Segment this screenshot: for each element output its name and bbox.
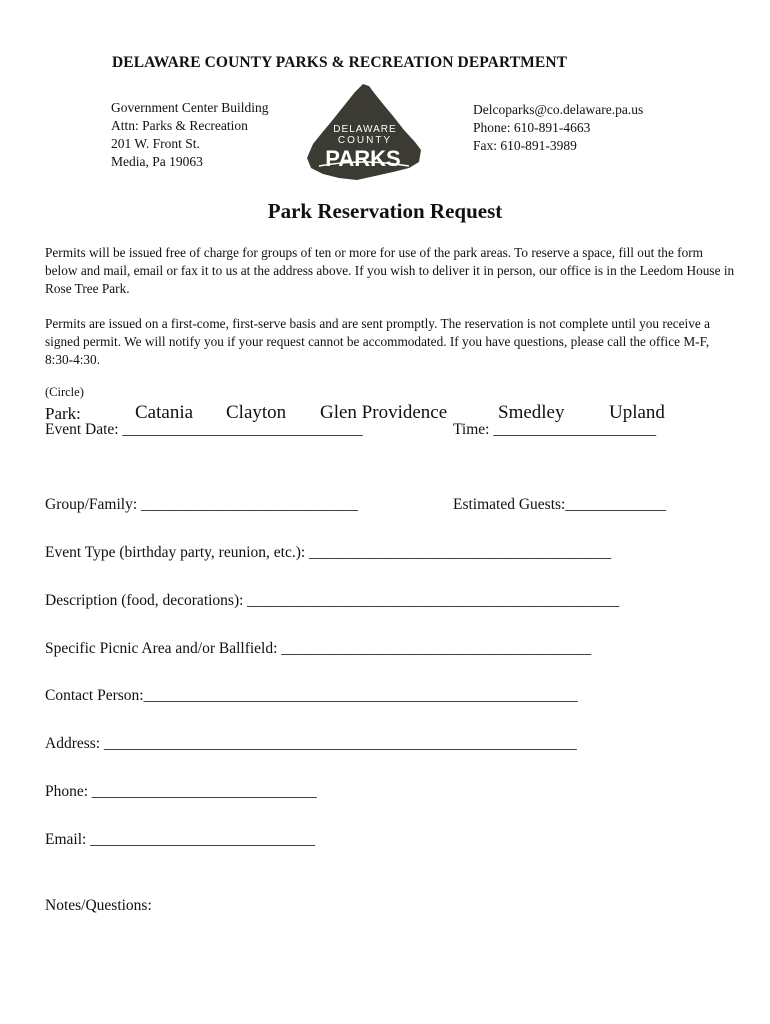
address-line: 201 W. Front St. <box>111 136 200 151</box>
address-line: Government Center Building <box>111 100 269 115</box>
page-title: Park Reservation Request <box>267 199 503 223</box>
address-line: Attn: Parks & Recreation <box>111 118 248 133</box>
contact-person-field[interactable]: Contact Person:________________________________________________________ <box>45 687 578 704</box>
circle-instruction: (Circle) <box>45 385 84 399</box>
time-field[interactable]: Time: _____________________ <box>453 421 657 438</box>
contact-fax: Fax: 610-891-3989 <box>473 138 577 153</box>
address-line: Media, Pa 19063 <box>111 154 203 169</box>
notes-questions-label: Notes/Questions: <box>45 897 152 914</box>
event-type-field[interactable]: Event Type (birthday party, reunion, etc.): _______________________________________ <box>45 544 612 561</box>
picnic-area-field[interactable]: Specific Picnic Area and/or Ballfield: ________________________________________ <box>45 640 592 657</box>
logo-text-delaware: DELAWARE <box>333 124 397 135</box>
park-option-smedley[interactable]: Smedley <box>498 402 565 423</box>
contact-email: Delcoparks@co.delaware.pa.us <box>473 102 644 117</box>
park-option-clayton[interactable]: Clayton <box>226 402 287 423</box>
logo-text-county: COUNTY <box>337 135 393 146</box>
phone-field[interactable]: Phone: _____________________________ <box>45 783 317 800</box>
park-option-upland[interactable]: Upland <box>609 402 665 423</box>
email-field[interactable]: Email: _____________________________ <box>45 831 315 848</box>
policy-paragraph: Permits are issued on a first-come, first-serve basis and are sent promptly. The reservation is not complete until you receive a signed permit. We will notify you if your request cannot be accommodated. If you have questions, please call the office M-F, 8:30-4:30. <box>45 316 711 367</box>
mailing-address <box>111 99 268 171</box>
contact-info <box>473 101 643 155</box>
group-family-field[interactable]: Group/Family: ____________________________ <box>45 496 359 513</box>
contact-phone: Phone: 610-891-4663 <box>473 120 591 135</box>
logo-text-parks: PARKS <box>325 146 401 171</box>
estimated-guests-field[interactable]: Estimated Guests:_____________ <box>453 496 667 513</box>
event-date-field[interactable]: Event Date: _______________________________ <box>45 421 363 438</box>
park-label: Park: <box>45 404 81 423</box>
park-option-catania[interactable]: Catania <box>135 402 194 423</box>
intro-paragraph: Permits will be issued free of charge for groups of ten or more for use of the park areas. To reserve a space, fill out the form below and mail, email or fax it to us at the address above. If you wish to deliver it in person, our office is in the Leedom House in Rose Tree Park. <box>45 245 735 296</box>
department-heading: DELAWARE COUNTY PARKS & RECREATION DEPARTMENT <box>112 54 568 71</box>
park-option-glen-providence[interactable]: Glen Providence <box>320 402 448 423</box>
delaware-county-parks-logo <box>305 82 423 182</box>
address-field[interactable]: Address: _____________________________________________________________ <box>45 735 577 752</box>
description-field[interactable]: Description (food, decorations): ________________________________________________ <box>45 592 620 609</box>
